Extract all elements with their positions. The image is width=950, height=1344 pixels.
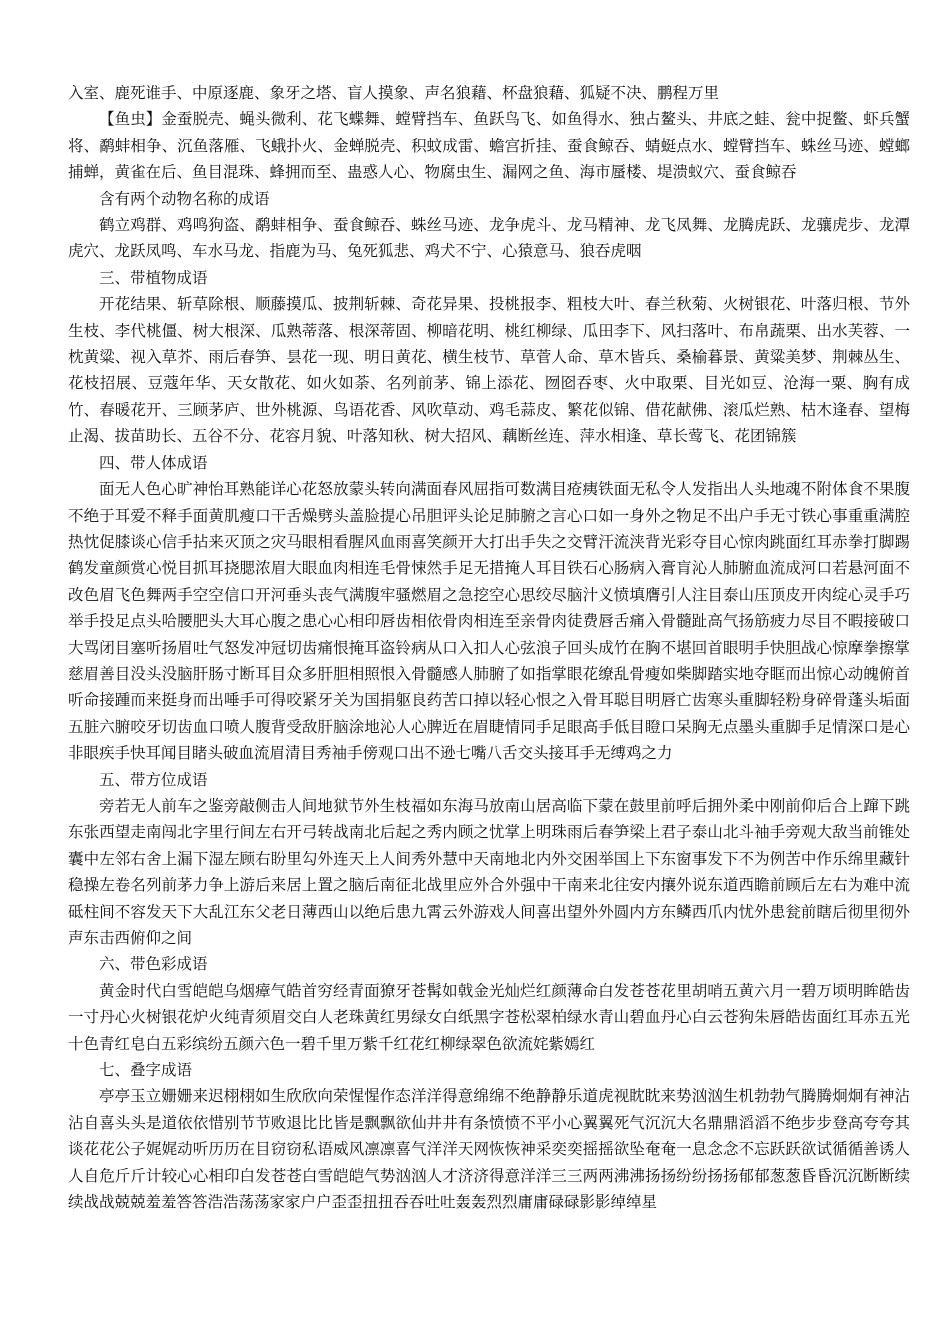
section-heading-directions: 五、带方位成语: [99, 770, 208, 789]
paragraph-body: 面无人色心旷神怡耳熟能详心花怒放蒙头转向满面春风屈指可数满目疮痍铁面无私令人发指出人头地魂不附体食不果腹不绝于耳爱不释手面黄肌瘦口干舌燥劈头盖脸提心吊胆评头论足肺腑之言心口如一身外之物足不出户手无寸铁心事重重满腔热忱促膝谈心信手拈来灭顶之灾马眼相看腥风血雨喜笑颜开大打出手失之交臂汗流浃背光彩夺目心惊肉跳面红耳赤拳打脚踢鹤发童颜赏心悦目抓耳挠腮浓眉大眼血肉相连毛骨悚然手足无措掩人耳目铁石心肠病入膏肓沁人肺腑血流成河口若悬河面不改色眉飞色舞两手空空信口开河垂头丧气满腹牢骚燃眉之急挖空心思绞尽脑汁义愤填膺引人注目泰山压顶皮开肉绽心灵手巧举手投足点头哈腰肥头大耳心腹之患心心相印唇齿相依骨肉相连至亲骨肉徒费唇舌痛入骨髓趾高气扬筋疲力尽目不暇接破口大骂闭目塞听扬眉吐气怒发冲冠切齿痛恨掩耳盗铃病从口入扣人心弦浪子回头成竹在胸不堪回首眼明手快胆战心惊摩拳擦掌慈眉善目没头没脑肝肠寸断耳目众多肝胆相照恨入骨髓感人肺腑了如指掌眼花缭乱骨瘦如柴脚踏实地夺眶而出惊心动魄俯首听命接踵而来挺身而出唾手可得咬紧牙关为国捐躯良药苦口掉以轻心恨之入骨耳聪目明唇亡齿寒头重脚轻粉身碎骨蓬头垢面五脏六腑咬牙切齿血口喷人腹背受敌肝脑涂地沁人心脾近在眉睫情同手足眼高手低目瞪口呆胸无点墨头重脚手足情深口是心非眼疾手快耳闻目睹头破血流眉清目秀袖手傍观口出不逊七嘴八舌交头接耳手无缚鸡之力: [68, 480, 910, 763]
section-heading-reduplicated: 七、叠字成语: [99, 1061, 193, 1080]
paragraph-reduplicated: 亭亭玉立姗姗来迟栩栩如生欣欣向荣惺惺作态洋洋得意绵绵不绝静静乐道虎视眈眈来势汹汹生机勃勃气腾腾炯炯有神沾沾自喜头头是道依依惜别节节败退比比皆是飘飘欲仙井井有条愤愤不平小心翼翼死气沉沉大名鼎鼎滔滔不绝步步登高夸夸其谈花花公子娓娓动听历历在目窃窃私语威风凛凛喜气洋洋天网恢恢神采奕奕摇摇欲坠奄奄一息念念不忘跃跃欲试循循善诱人人自危斤斤计较心心相印白发苍苍白雪皑皑气势汹汹人才济济得意洋洋三三两两沸沸扬扬纷纷扬扬郁郁葱葱昏昏沉沉断断续续战战兢兢羞羞答答浩浩荡荡家家户户歪歪扭扭吞吞吐吐轰轰烈烈庸庸碌碌影影绰绰星: [68, 1087, 910, 1212]
paragraph-directions: 旁若无人前车之鉴旁敲侧击人间地狱节外生枝福如东海马放南山居高临下蒙在鼓里前呼后拥外柔中刚前仰后合上蹿下跳东张西望走南闯北字里行间左右开弓转战南北后起之秀内顾之忧掌上明珠雨后春笋梁上君子泰山北斗袖手旁观大敌当前锥处囊中左邻右舍上漏下湿左顾右盼里勾外连天上人间秀外慧中天南地北内外交困举国上下东窗事发下不为例苦中作乐绵里藏针稳操左卷名列前茅力争上游后来居上置之脑后南征北战里应外合外强中干南来北往安内攘外说东道西瞻前顾后左右为难中流砥柱间不容发天下大乱江东父老日薄西山以绝后患九霄云外游戏人间喜出望外外圆内方东鳞西爪内忧外患瓮前瞎后彻里彻外声东击西俯仰之间: [68, 796, 910, 947]
paragraph-plants: 开花结果、斩草除根、顺藤摸瓜、披荆斩棘、奇花异果、投桃报李、粗枝大叶、春兰秋菊、火树银花、叶落归根、节外生枝、李代桃僵、树大根深、瓜熟蒂落、根深蒂固、柳暗花明、桃红柳绿、瓜田李下、风扫落叶、布帛蔬栗、出水芙蓉、一枕黄粱、视入草芥、雨后春笋、昙花一现、明日黄花、横生枝节、草菅人命、草木皆兵、桑榆暮景、黄粱美梦、荆棘丛生、花枝招展、豆蔻年华、天女散花、如火如荼、名列前茅、锦上添花、囫囵吞枣、火中取栗、目光如豆、沧海一粟、胸有成竹、春暖花开、三顾茅庐、世外桃源、鸟语花香、风吹草动、鸡毛蒜皮、繁花似锦、借花献佛、滚瓜烂熟、枯木逢春、望梅止渴、拔苗助长、五谷不分、花容月貌、叶落知秋、树大招风、藕断丝连、萍水相逢、草长莺飞、花团锦簇: [68, 295, 910, 446]
paragraph-continued: 入室、鹿死谁手、中原逐鹿、象牙之塔、盲人摸象、声名狼藉、杯盘狼藉、狐疑不决、鹏程万里: [68, 84, 720, 102]
paragraph-fish-insects: 【鱼虫】金蚕脱壳、蝇头微利、花飞蝶舞、螳臂挡车、鱼跃鸟飞、如鱼得水、独占鳌头、井底之蛙、瓮中捉鳖、虾兵蟹将、鹬蚌相争、沉鱼落雁、飞蛾扑火、金蝉脱壳、积蚊成雷、蟾宫折挂、蚕食鲸吞、蜻蜓点水、螳臂挡车、蛛丝马迹、螳螂捕蝉，黄雀在后、鱼目混珠、蜂拥而至、蛊惑人心、物腐虫生、漏网之鱼、海市蜃楼、堤溃蚁穴、蚕食鲸吞: [68, 110, 910, 182]
paragraph-colors: 黄金时代白雪皑皑乌烟瘴气皓首穷经青面獠牙苍髯如戟金光灿烂红颜薄命白发苍苍花里胡哨五黄六月一碧万顷明眸皓齿一寸丹心火树银花炉火纯青须眉交白人老珠黄红男绿女白纸黑字苍松翠柏绿水青山碧血丹心白云苍狗朱唇皓齿面红耳赤五光十色青红皂白五彩缤纷五颜六色一碧千里万紫千红花红柳绿翠色欲流姹紫嫣红: [68, 981, 910, 1053]
section-heading-two-animals: 含有两个动物名称的成语: [99, 189, 270, 208]
document-page: [68, 80, 910, 1215]
section-heading-plants: 三、带植物成语: [99, 268, 208, 287]
section-heading-body: 四、带人体成语: [99, 453, 208, 472]
paragraph-two-animals: 鹤立鸡群、鸡鸣狗盗、鹬蚌相争、蚕食鲸吞、蛛丝马迹、龙争虎斗、龙马精神、龙飞凤舞、龙腾虎跃、龙骧虎步、龙潭虎穴、龙跃凤鸣、车水马龙、指鹿为马、兔死狐悲、鸡犬不宁、心猿意马、狼吞虎咽: [68, 216, 910, 261]
section-heading-colors: 六、带色彩成语: [99, 955, 208, 974]
